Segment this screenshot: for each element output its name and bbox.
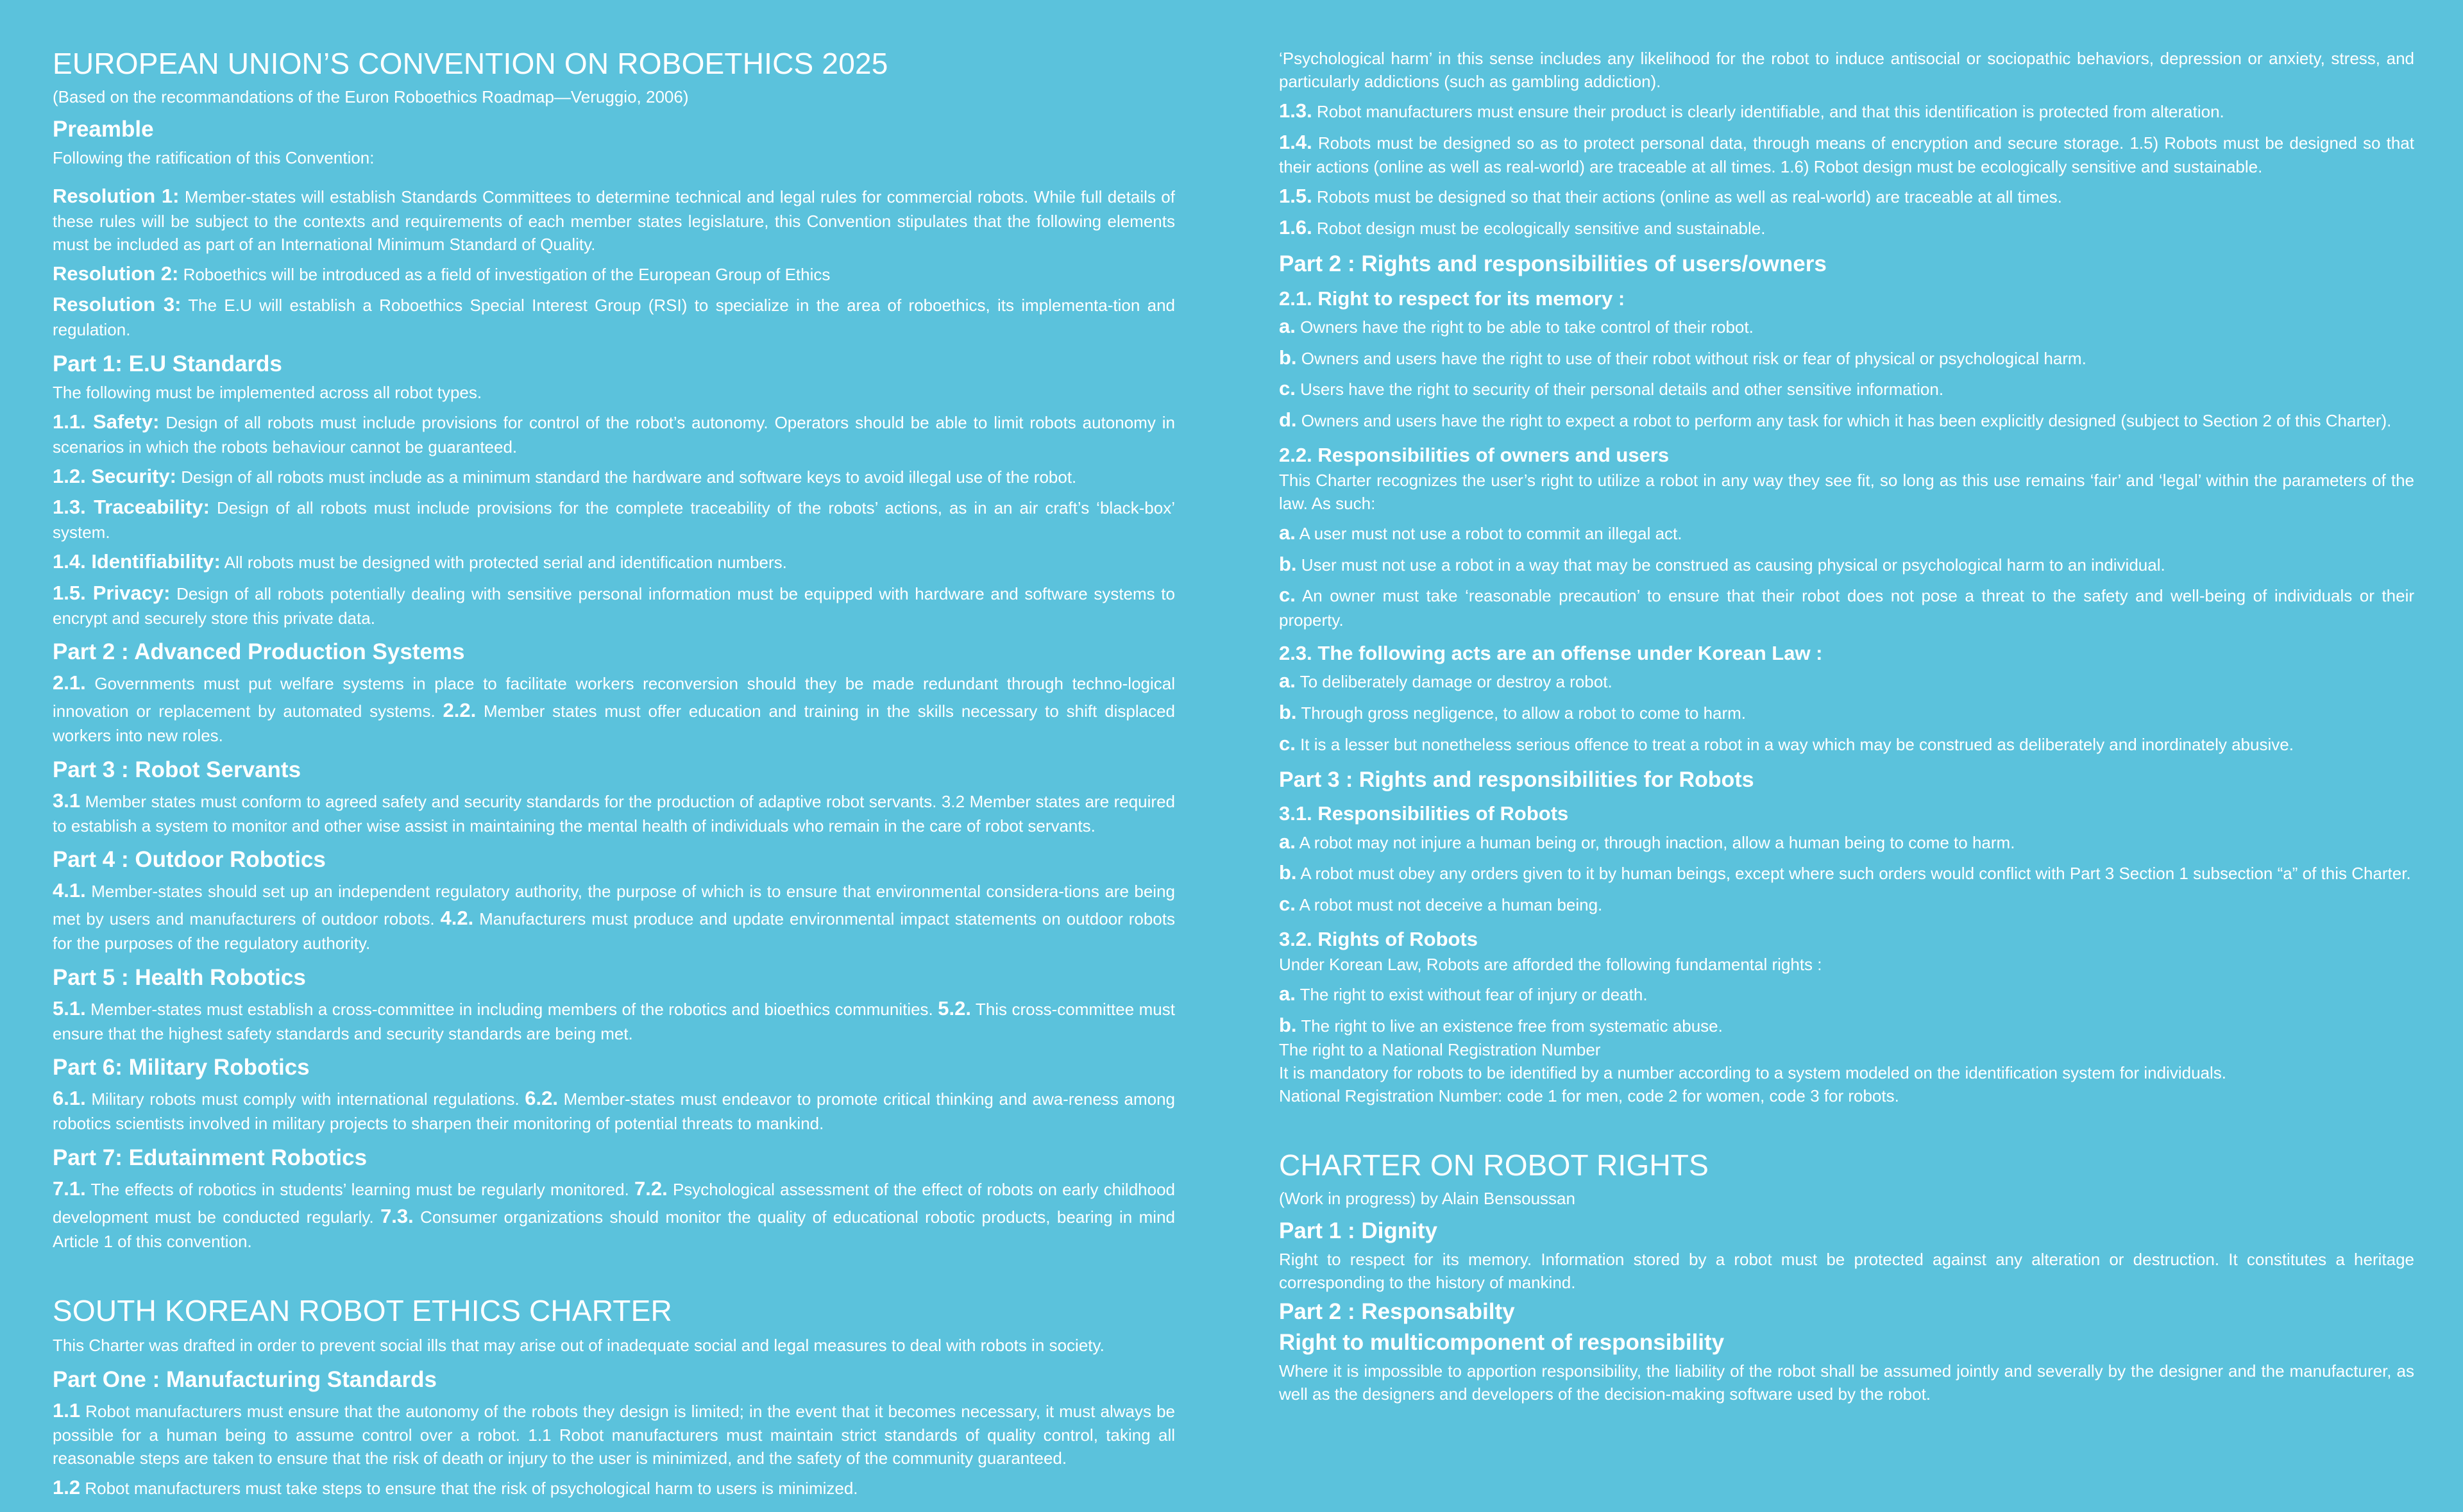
eu-part1-item — [53, 463, 1175, 491]
item-label: 1.6. — [1279, 215, 1312, 239]
eu-part1-item — [53, 494, 1175, 544]
charter-title: CHARTER ON ROBOT RIGHTS — [1279, 1148, 1709, 1182]
resolution-text: The E.U will establish a Roboethics Special Interest Group (RSI) to specialize in the area of roboethics, its implementa-tion and regulation. — [53, 296, 1176, 340]
eu-part7-text — [53, 1175, 1175, 1253]
eu-preamble-heading: Preamble — [53, 117, 154, 142]
charter-part2-heading: Part 2 : Responsabilty — [1279, 1299, 1515, 1325]
item-label: c. — [1279, 893, 1296, 916]
eu-part6-heading: Part 6: Military Robotics — [53, 1055, 310, 1080]
eu-preamble-text: Following the ratification of this Convention: — [53, 148, 375, 168]
item-text: All robots must be designed with protected serial and identification numbers. — [220, 552, 787, 572]
eu-resolutions — [53, 183, 1175, 342]
item-label: 1.1. Safety: — [53, 410, 160, 433]
korea-part1-item — [1279, 183, 2414, 210]
korea-part1-item — [1279, 214, 2414, 242]
item-text: Robot design must be ecologically sensitive and sustainable. — [1312, 218, 1766, 238]
item-label: 1.2. Security: — [53, 464, 176, 487]
item-text: It is a lesser but nonetheless serious offence to treat a robot in a way which may be construed as deliberately and inordinately abusive. — [1295, 734, 2294, 754]
item-text: Manufacturers must produce and update environmental impact statements on outdoor robots for the purposes of the regulatory authority. — [53, 909, 1175, 953]
item-text: Robots must be designed so that their actions (online as well as real-world) are traceable at all times. — [1312, 187, 2062, 207]
registration-line: It is mandatory for robots to be identified by a number according to a system modeled on the identification system for individuals. — [1279, 1063, 2226, 1083]
item-text: Member states must offer education and training in the skills necessary to shift displaced workers into new roles. — [53, 701, 1175, 745]
item-text: User must not use a robot in a way that may be construed as causing physical or psychological harm to an individual. — [1296, 555, 2165, 575]
korea-intro: This Charter was drafted in order to prevent social ills that may arise out of inadequate social and legal measures to deal with robots in society. — [53, 1335, 1105, 1355]
korea-part1-item — [1279, 129, 2414, 180]
item-text: Through gross negligence, to allow a robot to come to harm. — [1296, 703, 1747, 723]
korea-title: SOUTH KOREAN ROBOT ETHICS CHARTER — [53, 1293, 672, 1327]
item-label: 1.5. — [1279, 185, 1312, 208]
eu-part4-text — [53, 877, 1175, 955]
item-label: a. — [1279, 669, 1296, 693]
item-label: 1.3. — [1279, 99, 1312, 122]
eu-resolution-1 — [53, 183, 1175, 256]
item-label: b. — [1279, 552, 1297, 575]
item-text: Robot manufacturers must take steps to ensure that the risk of psychological harm to users is minimized. — [80, 1479, 858, 1499]
item-text: A robot may not injure a human being or, through inaction, allow a human being to come to harm. — [1295, 832, 2015, 852]
charter-part1-text: Right to respect for its memory. Information stored by a robot must be protected against any alteration or destruction. It constitutes a heritage corresponding to the history of mankind. — [1279, 1250, 2414, 1293]
korea-part3-heading: Part 3 : Rights and responsibilities for Robots — [1279, 767, 1754, 792]
korea-s32-item — [1279, 1012, 2414, 1039]
item-text: Owners and users have the right to expect a robot to perform any task for which it has been explicitly designed (subject to Section 2 of this Charter). — [1296, 411, 2392, 431]
eu-part1-item — [53, 408, 1175, 459]
korea-s23-item — [1279, 699, 2414, 727]
left-column — [53, 46, 1175, 1506]
charter-part2-subheading: Right to multicomponent of responsibility — [1279, 1330, 1725, 1356]
item-label: 5.1. — [53, 996, 86, 1020]
resolution-text: Roboethics will be introduced as a field of investigation of the European Group of Ethics — [178, 264, 831, 284]
item-text: A robot must not deceive a human being. — [1295, 895, 1603, 915]
korea-s21-item — [1279, 407, 2414, 434]
item-label: b. — [1279, 1013, 1297, 1036]
korea-s21-item — [1279, 313, 2414, 340]
item-label: 2.2. — [443, 699, 477, 722]
korea-part1-item — [53, 1397, 1175, 1471]
korea-s22-item — [1279, 582, 2414, 632]
item-text: Owners have the right to be able to take control of their robot. — [1295, 317, 1754, 337]
eu-part3-text — [53, 787, 1175, 838]
item-label: 1.2 — [53, 1476, 81, 1499]
resolution-label: Resolution 2: — [53, 262, 179, 285]
korea-s31-item — [1279, 859, 2414, 887]
section-spacer — [1279, 1112, 2414, 1148]
item-text: Psychological assessment of the effect of robots on early childhood development must be conducted regularly. — [53, 1180, 1175, 1227]
item-label: 7.2. — [634, 1177, 668, 1200]
item-label: 6.1. — [53, 1087, 86, 1110]
resolution-label: Resolution 1: — [53, 185, 180, 208]
item-text: Member-states must establish a cross-committee in including members of the robotics and bioethics communities. — [85, 999, 938, 1019]
item-text: Robots must be designed so as to protect personal data, through means of encryption and secure storage. 1.5) Robots must be designed so that their actions (online as well as real-world) are traceable at all times. 1.6) Robot design must be ecologically sensitive and sustainable. — [1279, 133, 2414, 177]
item-label: b. — [1279, 346, 1297, 369]
eu-subtitle: (Based on the recommandations of the Euron Roboethics Roadmap—Veruggio, 2006) — [53, 87, 689, 107]
eu-part4-heading: Part 4 : Outdoor Robotics — [53, 847, 326, 873]
korea-s22-item — [1279, 519, 2414, 547]
eu-part1-heading: Part 1: E.U Standards — [53, 351, 282, 377]
item-text: Robot manufacturers must ensure their product is clearly identifiable, and that this identification is protected from alteration. — [1312, 101, 2224, 121]
item-text: Design of all robots must include provisions for control of the robot’s autonomy. Operators should be able to limit robots autonomy in scenarios in which the robots behaviour cannot be guaranteed. — [53, 412, 1175, 457]
item-text: Owners and users have the right to use of their robot without risk or fear of physical or psychological harm. — [1296, 348, 2086, 368]
eu-part7-heading: Part 7: Edutainment Robotics — [53, 1145, 368, 1171]
item-label: a. — [1279, 314, 1296, 337]
item-label: 6.2. — [525, 1087, 559, 1110]
item-text: This cross-committee must ensure that the highest safety standards and security standards are being met. — [53, 999, 1175, 1043]
korea-psych-text: ‘Psychological harm’ in this sense includes any likelihood for the robot to induce antisocial or sociopathic behaviors, depression or anxiety, stress, and particularly addictions (such as gambling addiction). — [1279, 49, 2414, 91]
eu-part5-text — [53, 995, 1175, 1046]
item-label: 7.1. — [53, 1177, 86, 1200]
item-label: b. — [1279, 701, 1297, 723]
item-label: 1.5. Privacy: — [53, 581, 171, 604]
registration-line: The right to a National Registration Number — [1279, 1040, 1601, 1060]
charter-subtitle: (Work in progress) by Alain Bensoussan — [1279, 1189, 1575, 1209]
korea-part1-heading: Part One : Manufacturing Standards — [53, 1366, 437, 1392]
registration-line: National Registration Number: code 1 for men, code 2 for women, code 3 for robots. — [1279, 1086, 1899, 1106]
item-text: A user must not use a robot to commit an illegal act. — [1295, 523, 1682, 543]
eu-resolution-3 — [53, 291, 1175, 342]
charter-part1-heading: Part 1 : Dignity — [1279, 1218, 1437, 1244]
item-text: Military robots must comply with international regulations. — [85, 1089, 525, 1109]
eu-part1-item — [53, 580, 1175, 630]
item-text: Member-states must endeavor to promote critical thinking and awa-reness among robotics scientists involved in military projects to sharpen their monitoring of potential threats to mankind. — [53, 1089, 1175, 1134]
item-label: d. — [1279, 408, 1297, 432]
eu-part1-intro: The following must be implemented across all robot types. — [53, 383, 482, 403]
section-spacer — [53, 1257, 1175, 1293]
korea-s21-item — [1279, 375, 2414, 403]
resolution-label: Resolution 3: — [53, 293, 182, 316]
korea-s21-item — [1279, 344, 2414, 372]
korea-s32-intro: Under Korean Law, Robots are afforded the following fundamental rights : — [1279, 955, 1822, 974]
eu-part6-text — [53, 1085, 1175, 1136]
charter-part2-text: Where it is impossible to apportion responsibility, the liability of the robot shall be assumed jointly and severally by the designer and the manufacturer, as well as the designers and developers of the decision-making software used by the robot. — [1279, 1361, 2414, 1404]
resolution-text: Member-states will establish Standards Committees to determine technical and legal rules for commercial robots. While full details of these rules will be subject to the contexts and requirements of each member states legislature, this Convention stipulates that the following elements must be included as part of an International Minimum Standard of Quality. — [53, 187, 1175, 254]
item-label: 1.3. Traceability: — [53, 496, 210, 519]
item-text: Design of all robots must include provisions for the complete traceability of the robots’ actions, as in an air craft’s ‘black-box’ system. — [53, 498, 1176, 542]
item-label: 3.1 — [53, 789, 81, 812]
korea-s31-item — [1279, 891, 2414, 918]
korea-part2-heading: Part 2 : Rights and responsibilities of users/owners — [1279, 251, 1827, 276]
item-label: 4.1. — [53, 879, 86, 902]
korea-s23-item — [1279, 730, 2414, 758]
item-text: Consumer organizations should monitor the quality of educational robotic products, bearing in mind Article 1 of this convention. — [53, 1207, 1175, 1251]
korea-s21-heading: 2.1. Right to respect for its memory : — [1279, 287, 1625, 310]
item-text: Member states must conform to agreed safety and security standards for the production of adaptive robot servants. 3.2 Member states are required to establish a system to monitor and other wise assist in maintaining the mental health of individuals who remain in the care of robot servants. — [53, 791, 1175, 836]
korea-s23-heading: 2.3. The following acts are an offense under Korean Law : — [1279, 642, 1823, 665]
korea-s32-lines — [1279, 1039, 2414, 1108]
korea-part1-item — [53, 1474, 1175, 1502]
item-label: 1.1 — [53, 1399, 81, 1422]
item-label: c. — [1279, 377, 1296, 400]
item-text: To deliberately damage or destroy a robot. — [1295, 672, 1612, 692]
item-label: a. — [1279, 982, 1296, 1005]
korea-s31-heading: 3.1. Responsibilities of Robots — [1279, 802, 1569, 825]
item-text: The right to live an existence free from systematic abuse. — [1296, 1016, 1723, 1036]
korea-s22-item — [1279, 551, 2414, 578]
korea-s32-item — [1279, 980, 2414, 1008]
eu-part2-heading: Part 2 : Advanced Production Systems — [53, 639, 465, 665]
item-label: 2.1. — [53, 671, 86, 694]
eu-resolution-2 — [53, 260, 1175, 288]
eu-part5-heading: Part 5 : Health Robotics — [53, 964, 306, 990]
item-text: Design of all robots must include as a minimum standard the hardware and software keys to avoid illegal use of the robot. — [176, 467, 1077, 487]
item-text: Robot manufacturers must ensure that the autonomy of the robots they design is limited; in the event that it becomes necessary, it must always be possible for a human being to assume control over a robot. 1.1 Robot manufacturers must maintain strict standards of quality control, taking all reasonable steps are taken to ensure that the risk of death or injury to the user is minimized, and the safety of the community guaranteed. — [53, 1401, 1175, 1468]
korea-s31-item — [1279, 828, 2414, 856]
item-label: c. — [1279, 584, 1296, 607]
item-label: 7.3. — [380, 1204, 414, 1227]
item-text: Governments must put welfare systems in place to facilitate workers reconversion should they be made redundant through techno-logical innovation or replacement by automated systems. — [53, 674, 1175, 721]
item-text: An owner must take ‘reasonable precaution’ to ensure that their robot does not pose a threat to the safety and well-being of individuals or their property. — [1279, 586, 2414, 630]
korea-part1-item — [1279, 97, 2414, 125]
item-label: a. — [1279, 830, 1296, 853]
item-text: Member-states should set up an independent regulatory authority, the purpose of which is to ensure that environmental considera-tions are being met by users and manufacturers of outdoor robots. — [53, 882, 1175, 929]
eu-part3-heading: Part 3 : Robot Servants — [53, 757, 301, 782]
korea-s22-intro: This Charter recognizes the user’s right to utilize a robot in any way they see fit, so long as this use remains ‘fair’ and ‘legal’ within the parameters of the law. As such: — [1279, 471, 2414, 513]
item-label: a. — [1279, 521, 1296, 544]
item-label: c. — [1279, 732, 1296, 755]
eu-part1-item — [53, 548, 1175, 576]
eu-title: EUROPEAN UNION’S CONVENTION ON ROBOETHICS 2025 — [53, 47, 888, 80]
item-label: 5.2. — [938, 996, 971, 1020]
item-text: A robot must obey any orders given to it by human beings, except where such orders would conflict with Part 3 Section 1 subsection “a” of this Charter. — [1296, 864, 2411, 884]
item-label: b. — [1279, 861, 1297, 884]
item-label: 1.4. — [1279, 130, 1312, 153]
item-text: The right to exist without fear of injury or death. — [1295, 984, 1648, 1004]
item-text: The effects of robotics in students’ learning must be regularly monitored. — [85, 1180, 635, 1200]
korea-s23-item — [1279, 668, 2414, 695]
eu-part2-text — [53, 669, 1175, 747]
item-text: Design of all robots potentially dealing with sensitive personal information must be equipped with hardware and software systems to encrypt and securely store this private data. — [53, 584, 1175, 628]
korea-s22-heading: 2.2. Responsibilities of owners and users — [1279, 443, 1670, 466]
item-text: Users have the right to security of their personal details and other sensitive information. — [1295, 380, 1944, 399]
korea-s32-heading: 3.2. Rights of Robots — [1279, 927, 1478, 950]
right-column — [1279, 47, 2414, 1410]
item-label: 4.2. — [440, 907, 474, 930]
item-label: 1.4. Identifiability: — [53, 550, 221, 573]
